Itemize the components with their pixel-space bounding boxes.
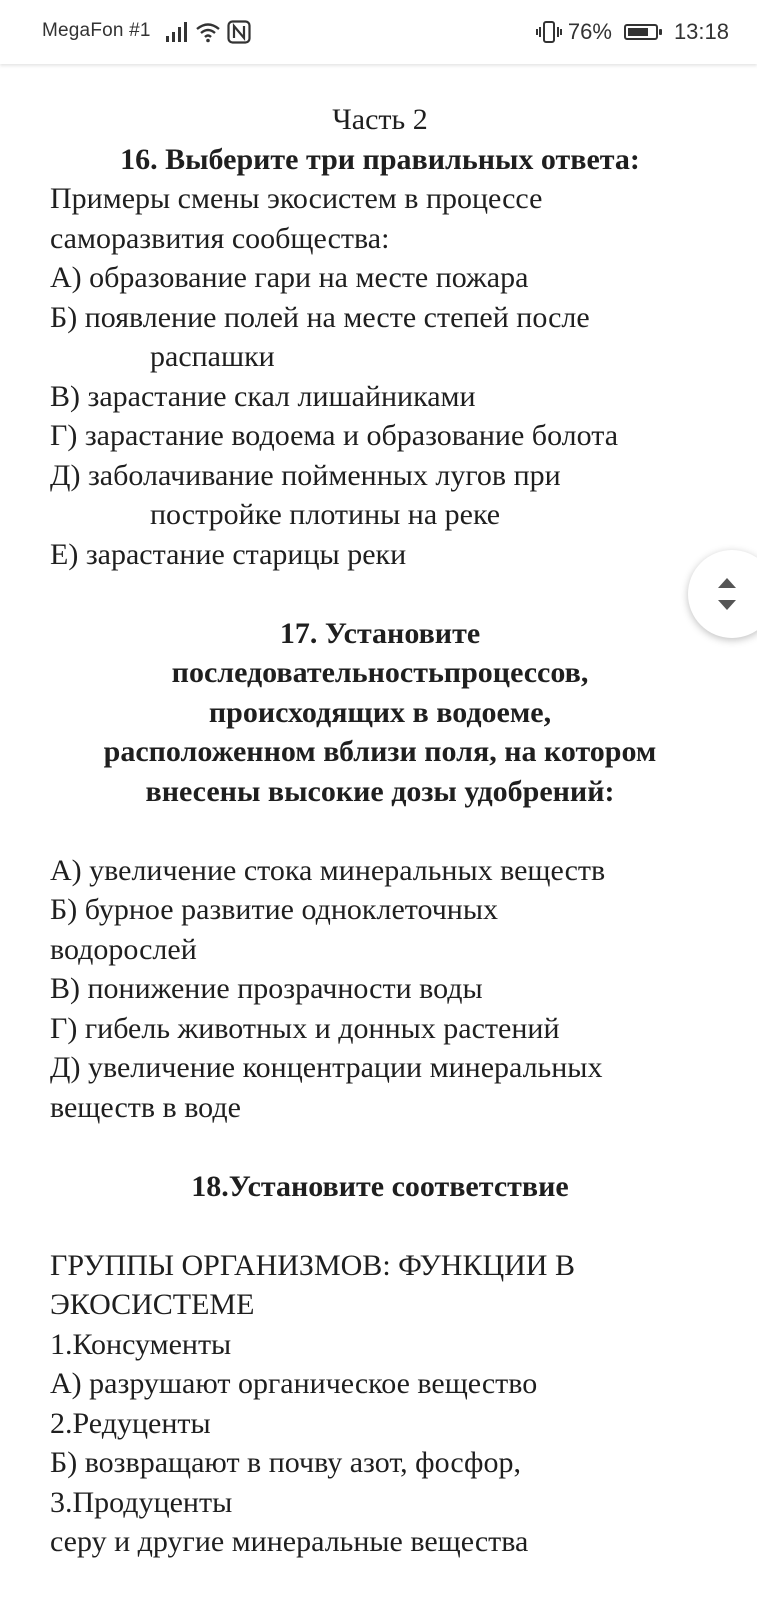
document-content xyxy=(50,100,710,1562)
question-16-option: Г) зарастание водоема и образование болота xyxy=(50,419,619,452)
question-16-title: 16. Выберите три правильных ответа: xyxy=(120,142,640,176)
chevron-down-icon[interactable] xyxy=(718,600,736,610)
question-18-line: 3.Продуценты xyxy=(50,1485,233,1519)
question-17-title: расположенном вблизи поля, на котором xyxy=(103,735,657,768)
question-16-option: Е) зарастание старицы реки xyxy=(50,537,407,571)
question-18-line: 1.Консументы xyxy=(50,1327,232,1361)
status-bar xyxy=(0,0,757,64)
battery-percent: 76% xyxy=(567,19,612,44)
question-16-option: постройке плотины на реке xyxy=(150,498,501,531)
part-title: Часть 2 xyxy=(332,103,428,136)
battery-icon xyxy=(624,24,658,40)
status-icons xyxy=(165,18,251,46)
signal-icon xyxy=(165,21,189,43)
question-16-intro: Примеры смены экосистем в процессе xyxy=(50,182,543,215)
question-17-option: веществ в воде xyxy=(50,1090,241,1124)
question-18-line: Б) возвращают в почву азот, фосфор, xyxy=(50,1446,521,1479)
question-17-title: происходящих в водоеме, xyxy=(208,695,552,729)
battery-level xyxy=(628,28,648,36)
status-right xyxy=(536,18,729,46)
question-16-option: Д) заболачивание пойменных лугов при xyxy=(50,458,561,492)
question-16-option: Б) появление полей на месте степей после xyxy=(50,300,590,334)
question-18-line: ГРУППЫ ОРГАНИЗМОВ: ФУНКЦИИ В xyxy=(50,1248,575,1282)
question-17-option: Г) гибель животных и донных растений xyxy=(50,1011,560,1045)
question-18-line: серу и другие минеральные вещества xyxy=(50,1525,529,1558)
question-17-option: Б) бурное развитие одноклеточных xyxy=(50,893,498,926)
question-18-line: 2.Редуценты xyxy=(50,1406,211,1440)
question-17-title: внесены высокие дозы удобрений: xyxy=(145,774,615,808)
carrier-name: MegaFon #1 xyxy=(42,20,151,41)
question-17-option: Д) увеличение концентрации минеральных xyxy=(50,1051,603,1084)
question-16-option: А) образование гари на месте пожара xyxy=(50,261,529,294)
question-17-option: водорослей xyxy=(50,932,197,966)
nfc-icon xyxy=(227,20,251,44)
question-18-line: А) разрушают органическое вещество xyxy=(50,1367,538,1400)
wifi-icon xyxy=(195,21,221,43)
question-16-intro: саморазвития сообщества: xyxy=(50,221,390,255)
chevron-up-icon[interactable] xyxy=(718,578,736,588)
clock-time: 13:18 xyxy=(673,19,729,44)
question-16-option: В) зарастание скал лишайниками xyxy=(50,379,476,413)
question-16-option: распашки xyxy=(150,340,275,373)
vibrate-icon xyxy=(536,20,562,44)
question-17-title: 17. Установите xyxy=(279,616,481,650)
question-18-title: 18.Установите соответствие xyxy=(191,1169,569,1203)
question-18-line: ЭКОСИСТЕМЕ xyxy=(50,1288,255,1321)
question-17-title: последовательностьпроцессов, xyxy=(171,656,589,689)
question-17-option: А) увеличение стока минеральных веществ xyxy=(50,853,606,887)
question-17-option: В) понижение прозрачности воды xyxy=(50,972,483,1005)
